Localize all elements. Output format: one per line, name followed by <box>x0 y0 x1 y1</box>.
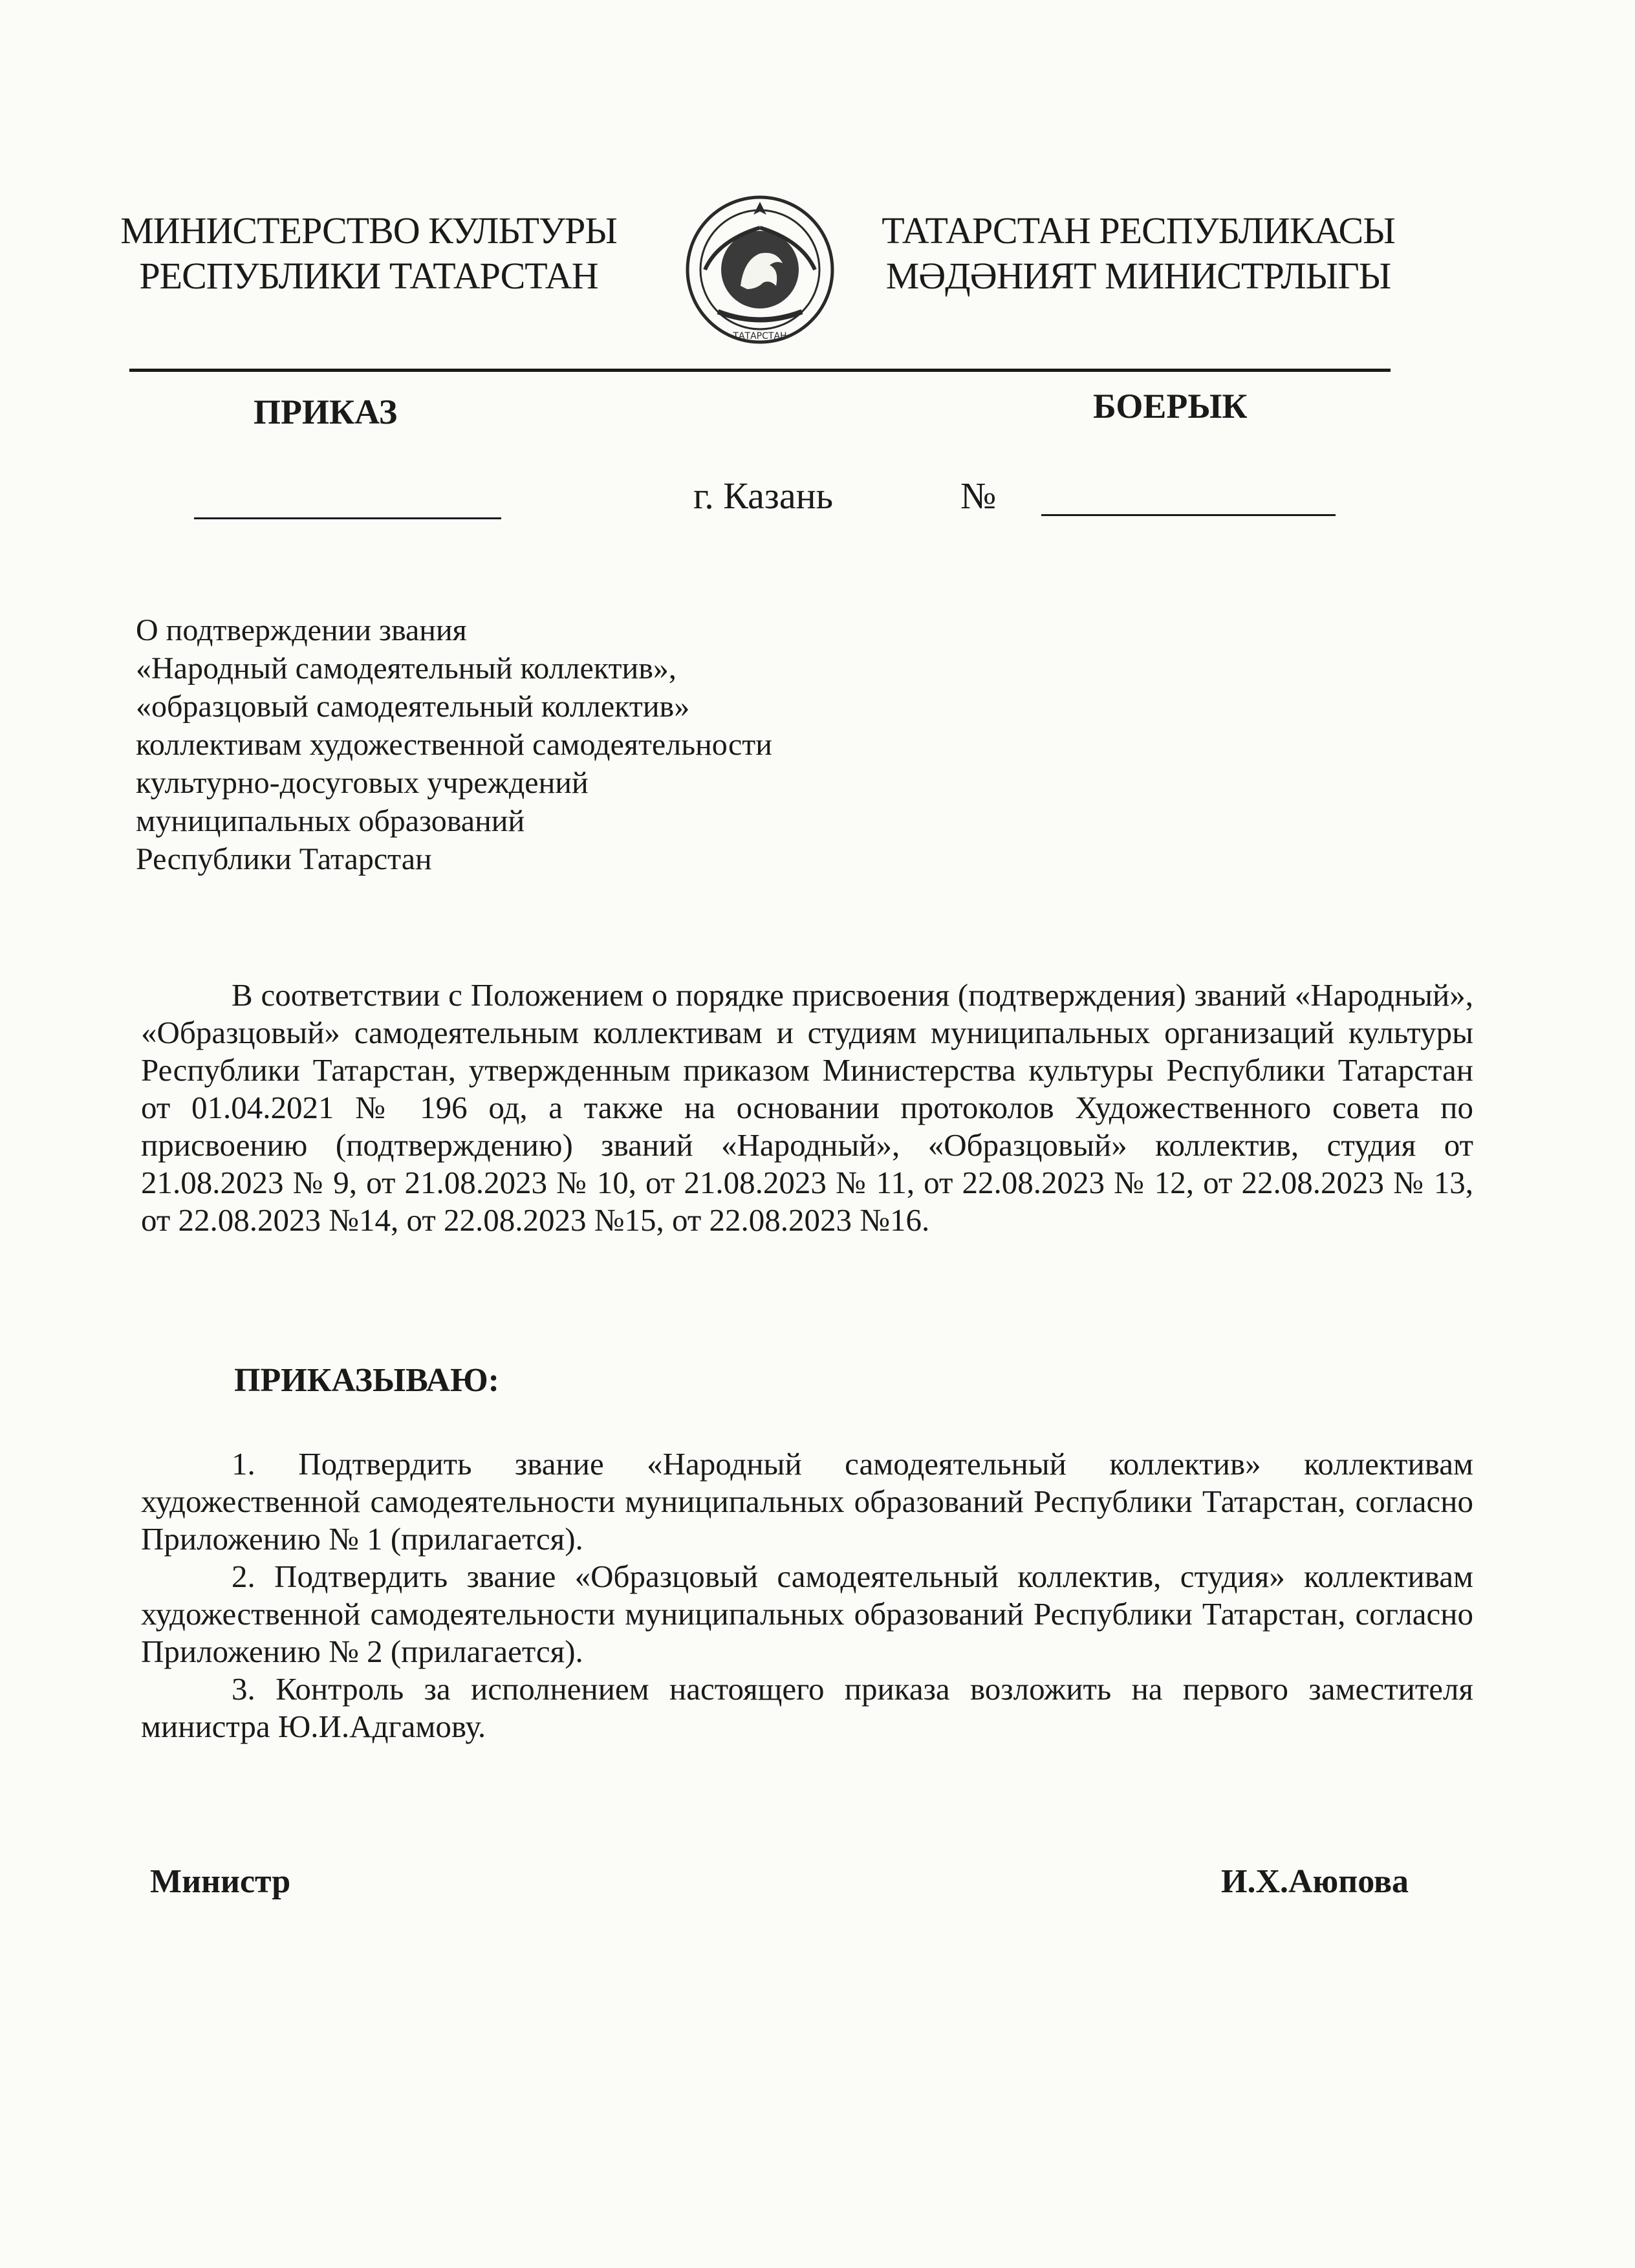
preamble-text: В соответствии с Положением о порядке присвоения (подтверждения) званий «Народный», «Образцовый» самодеятельным коллективам и студиям муниципальных организаций культуры Республики Татарстан, утвержденным приказом Министерства культуры Республики Татарстан от 01.04.2021 № 196 од, а также на основании протоколов Художественного совета по присвоению (подтверждению) званий «Народный», «Образцовый» коллектив, студия от 21.08.2023 № 9, от 21.08.2023 № 10, от 21.08.2023 № 11, от 22.08.2023 № 12, от 22.08.2023 № 13, от 22.08.2023 №14, от 22.08.2023 №15, от 22.08.2023 №16. <box>141 977 1473 1238</box>
preamble <box>141 977 1473 1239</box>
date-blank-line <box>194 517 501 519</box>
ministry-name-ru-line2: РЕСПУБЛИКИ ТАТАРСТАН <box>139 255 598 297</box>
order-item: 3. Контроль за исполнением настоящего приказа возложить на первого заместителя министра Ю.И.Адгамову. <box>141 1671 1473 1744</box>
subject-line: коллективам художественной самодеятельности <box>136 728 772 762</box>
subject-line: «образцовый самодеятельный коллектив» <box>136 689 690 724</box>
header-divider <box>129 369 1391 372</box>
number-blank-line <box>1041 514 1336 516</box>
ministry-name-tt <box>860 208 1416 299</box>
subject-line: «Народный самодеятельный коллектив», <box>136 651 677 686</box>
ministry-name-tt-line2: МӘДӘНИЯТ МИНИСТРЛЫГЫ <box>885 255 1391 297</box>
subject-line: муниципальных образований <box>136 804 525 838</box>
order-word: ПРИКАЗЫВАЮ: <box>234 1362 499 1399</box>
emblem-caption: ТАТАРСТАН <box>733 331 787 341</box>
signatory-name: И.Х.Аюпова <box>1221 1863 1409 1900</box>
ministry-name-tt-line1: ТАТАРСТАН РЕСПУБЛИКАСЫ <box>882 210 1395 252</box>
signatory-position: Министр <box>150 1863 291 1900</box>
order-title-ru: ПРИКАЗ <box>254 393 398 431</box>
subject-line: Республики Татарстан <box>136 842 432 876</box>
ministry-name-ru-line1: МИНИСТЕРСТВО КУЛЬТУРЫ <box>120 210 617 252</box>
city: г. Казань <box>693 475 834 517</box>
order-title-tt: БОЕРЫК <box>1093 387 1248 426</box>
tatarstan-emblem-icon <box>679 189 841 351</box>
subject-line: О подтверждении звания <box>136 613 467 647</box>
order-items <box>141 1445 1473 1745</box>
number-sign: № <box>960 475 997 517</box>
order-item: 1. Подтвердить звание «Народный самодеятельный коллектив» коллективам художественной самодеятельности муниципальных образований Республики Татарстан, согласно Приложению № 1 (прилагается). <box>141 1446 1473 1557</box>
subject-line: культурно-досуговых учреждений <box>136 766 589 800</box>
order-subject <box>136 611 977 878</box>
ministry-name-ru <box>116 208 621 299</box>
order-item: 2. Подтвердить звание «Образцовый самодеятельный коллектив, студия» коллективам художественной самодеятельности муниципальных образований Республики Татарстан, согласно Приложению № 2 (прилагается). <box>141 1559 1473 1669</box>
